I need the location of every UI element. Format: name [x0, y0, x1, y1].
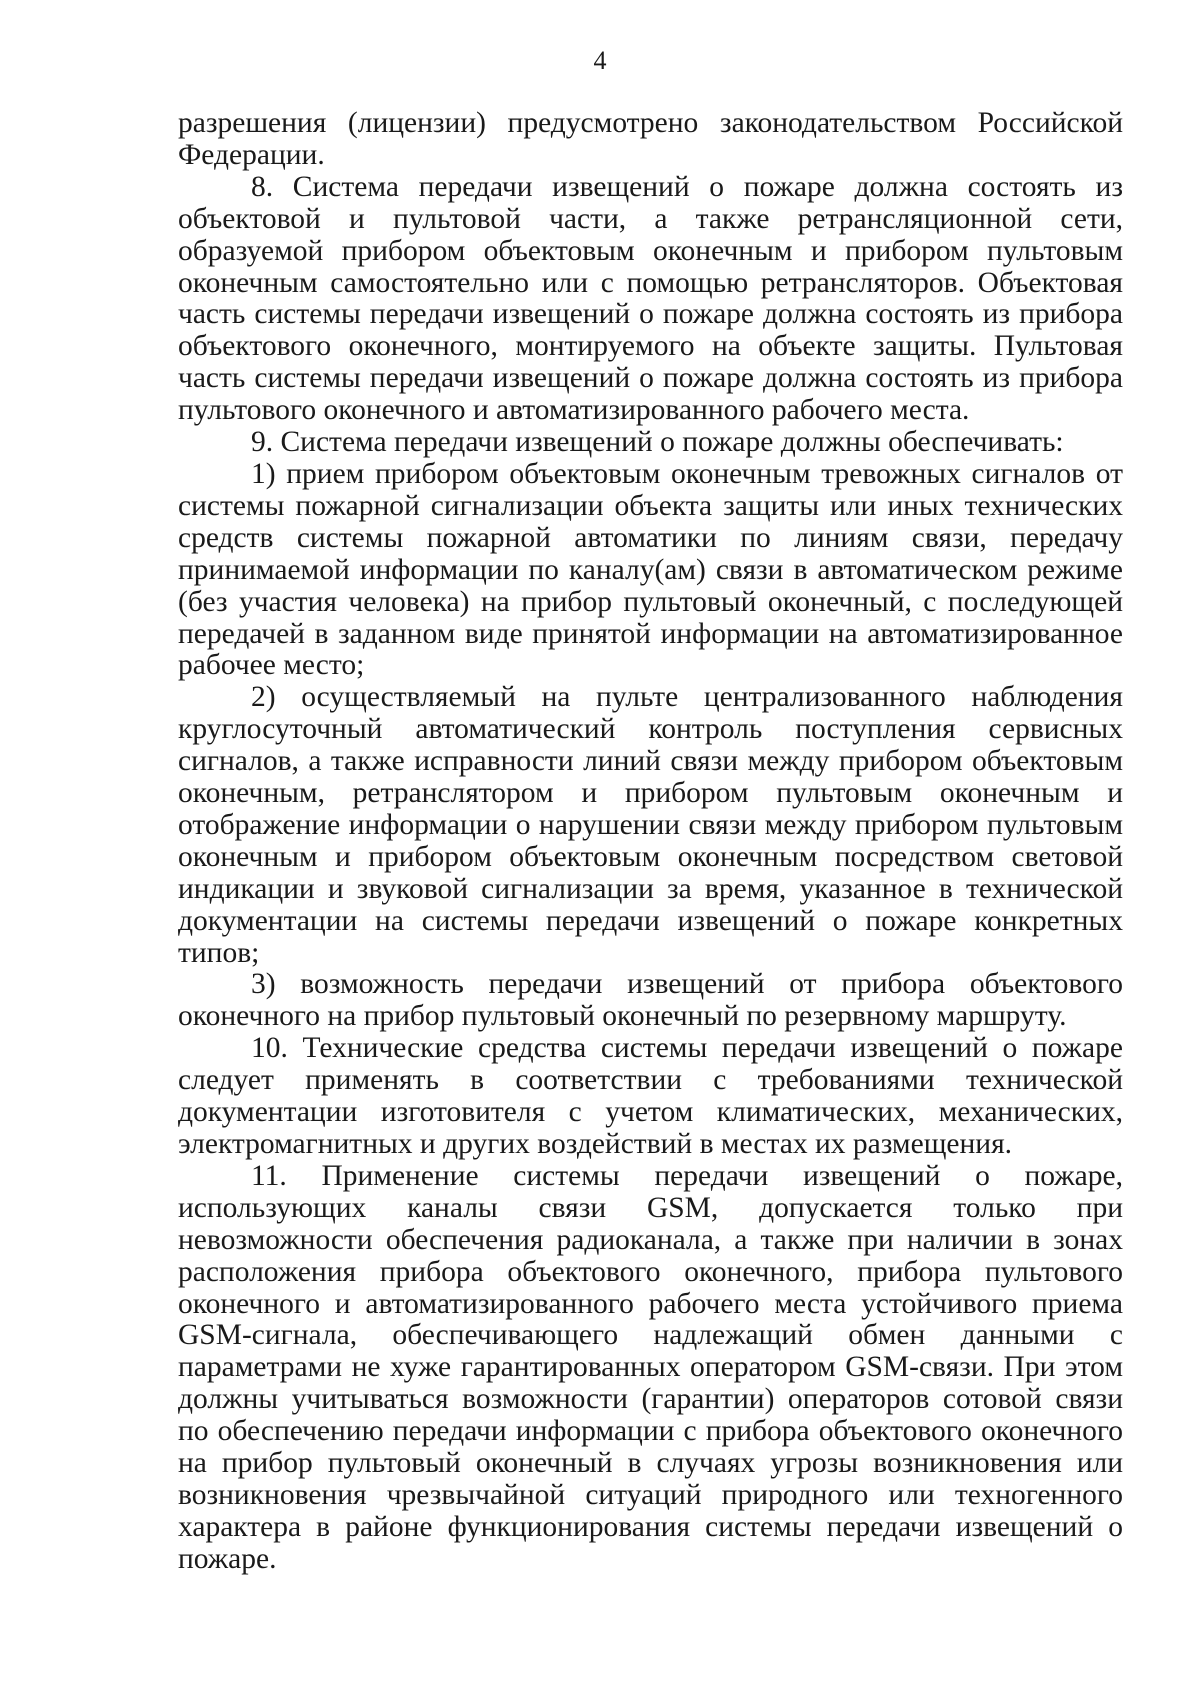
paragraph-item-9: 9. Система передачи извещений о пожаре должны обеспечивать:	[251, 426, 1064, 459]
paragraph-subitem-3: 3) возможность передачи извещений от прибора объектового оконечного на прибор пультовый оконечный по резервному маршруту.	[178, 968, 1123, 1033]
paragraph-item-10: 10. Технические средства системы передачи извещений о пожаре следует применять в соответствии с требованиями технической документации изготовителя с учетом климатических, механических, электромагнитных и других воздействий в местах их размещения.	[178, 1032, 1123, 1160]
body-text	[178, 108, 1123, 1576]
page-number: 4	[593, 46, 607, 75]
paragraph-subitem-2: 2) осуществляемый на пульте централизованного наблюдения круглосуточный автоматический контроль поступления сервисных сигналов, а также исправности линий связи между прибором объектовым оконечным, ретранслятором и прибором пультовым оконечным и отображение информации о нарушении связи между прибором пультовым оконечным и прибором объектовым оконечным посредством световой индикации и звуковой сигнализации за время, указанное в технической документации на системы передачи извещений о пожаре конкретных типов;	[178, 681, 1123, 969]
paragraph-continuation: разрешения (лицензии) предусмотрено законодательством Российской Федерации.	[178, 107, 1123, 171]
paragraph-subitem-1: 1) прием прибором объектовым оконечным тревожных сигналов от системы пожарной сигнализации объекта защиты или иных технических средств системы пожарной автоматики по линиям связи, передачу принимаемой информации по каналу(ам) связи в автоматическом режиме (без участия человека) на прибор пультовый оконечный, с последующей передачей в заданном виде принятой информации на автоматизированное рабочее место;	[178, 457, 1123, 682]
paragraph-item-8: 8. Система передачи извещений о пожаре должна состоять из объектовой и пультовой части, а также ретрансляционной сети, образуемой прибором объектовым оконечным и прибором пультовым оконечным самостоятельно или с помощью ретрансляторов. Объектовая часть системы передачи извещений о пожаре должна состоять из прибора объектового оконечного, монтируемого на объекте защиты. Пультовая часть системы передачи извещений о пожаре должна состоять из прибора пультового оконечного и автоматизированного рабочего места.	[178, 170, 1123, 427]
paragraph-item-11: 11. Применение системы передачи извещений о пожаре, использующих каналы связи GSM, допускается только при невозможности обеспечения радиоканала, а также при наличии в зонах расположения прибора объектового оконечного, прибора пультового оконечного и автоматизированного рабочего места устойчивого приема GSM-сигнала, обеспечивающего надлежащий обмен данными с параметрами не хуже гарантированных оператором GSM-связи. При этом должны учитываться возможности (гарантии) операторов сотовой связи по обеспечению передачи информации с прибора объектового оконечного на прибор пультовый оконечный в случаях угрозы возникновения или возникновения чрезвычайной ситуаций природного или техногенного характера в районе функционирования системы передачи извещений о пожаре.	[178, 1159, 1123, 1575]
